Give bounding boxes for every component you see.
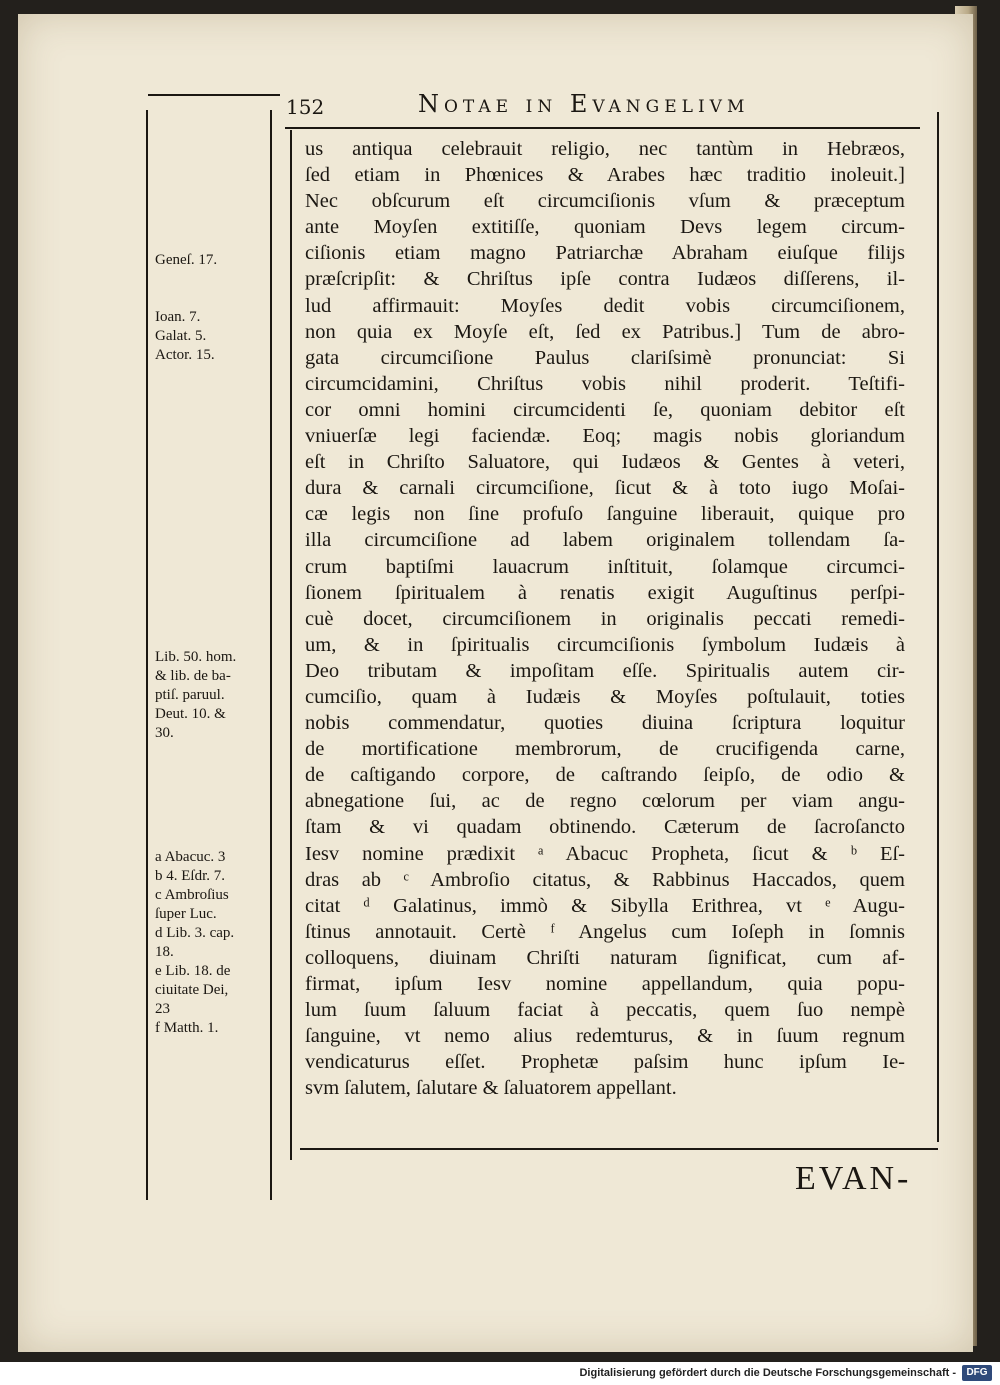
margin-note-line: Galat. 5. [155, 328, 207, 344]
text-line: Deo tributam & impoſitam eſſe. Spiritualis autem cir- [305, 659, 905, 682]
margin-note [155, 251, 280, 270]
text-line: lud affirmauit: Moyſes dedit vobis circumciſionem, [305, 294, 905, 317]
catchword: EVAN- [795, 1160, 912, 1197]
text-line: cor omni homini circumcidenti ſe, quoniam debitor eſt [305, 398, 905, 421]
text-line: firmat, ipſum Iesv nomine appellandum, quia popu- [305, 973, 905, 995]
bottom-rule [300, 1148, 938, 1150]
text-line: ſtam & vi quadam obtinendo. Cæterum de ſacroſancto [305, 816, 905, 839]
header-rule [285, 127, 920, 129]
text-line: Nec obſcurum eſt circumciſionis vſum & præceptum [305, 190, 905, 213]
text-line: cumciſio, quam à Iudæis & Moyſes poſtulauit, toties [305, 685, 905, 708]
margin-note-line: Lib. 50. hom. [155, 649, 237, 665]
text-line: crum baptiſmi lauacrum inſtituit, ſolamque circumci- [305, 555, 905, 578]
margin-note [155, 648, 280, 743]
footer-credit: Digitalisierung gefördert durch die Deutsche Forschungsgemeinschaft - [579, 1367, 956, 1379]
text-line: dura & carnali circumciſione, ſicut & à toto iugo Moſai- [305, 477, 905, 500]
margin-note-line: c Ambroſius [155, 887, 229, 903]
text-line: dras ab ᶜ Ambroſio citatus, & Rabbinus Haccados, quem [305, 868, 905, 891]
text-line: colloquens, diuinam Chriſti naturam ſignificat, cum af- [305, 946, 905, 969]
margin-note-line: Geneſ. 17. [155, 252, 218, 268]
dfg-logo: DFG [962, 1365, 992, 1381]
top-rule [148, 94, 280, 96]
text-line: cæ legis non ſine profuſo ſanguine liberauit, quique pro [305, 503, 905, 526]
text-line: ſanguine, vt nemo alius redemturus, & in ſuum regnum [305, 1025, 905, 1048]
text-line: ſtinus annotauit. Certè ᶠ Angelus cum Ioſeph in ſomnis [305, 920, 905, 943]
text-line: lum ſuum ſaluum faciat à peccatis, quem ſuo nempè [305, 999, 905, 1022]
margin-note-line: & lib. de ba- [155, 668, 231, 684]
text-line: um, & in ſpiritualis circumciſionis ſymbolum Iudæis à [305, 633, 905, 656]
margin-note-line: Deut. 10. & [155, 706, 226, 722]
text-line: de caſtigando corpore, de caſtrando ſeipſo, de odio & [305, 764, 905, 787]
text-line: non quia ex Moyſe eſt, ſed ex Patribus.] Tum de abro- [305, 320, 905, 343]
text-line: vendicaturus eſſet. Prophetæ paſsim hunc ipſum Ie- [305, 1051, 905, 1074]
text-line: vniuerſæ legi faciendæ. Eoq; magis nobis gloriandum [305, 425, 905, 448]
text-line: citat ᵈ Galatinus, immò & Sibylla Erithrea, vt ᵉ Augu- [305, 894, 905, 917]
text-line: svm ſalutem, ſalutare & ſaluatorem appellant. [305, 1077, 677, 1100]
margin-note-line: a Abacuc. 3 [155, 849, 226, 865]
margin-note-line: ptiſ. paruul. [155, 687, 225, 703]
running-title: Notae in Evangelivm [418, 90, 750, 118]
margin-note [155, 848, 280, 1038]
text-line: circumcidamini, Chriſtus vobis nihil proderit. Teſtifi- [305, 372, 905, 395]
margin-note-line: 18. [155, 944, 174, 960]
margin-note-line: Ioan. 7. [155, 309, 201, 325]
text-line: abnegatione ſui, ac de regno cœlorum per viam angu- [305, 790, 905, 813]
text-line: ciſionis etiam magno Patriarchæ Abraham eiuſque filijs [305, 242, 905, 265]
margin-note-line: f Matth. 1. [155, 1020, 219, 1036]
text-line: de mortificatione membrorum, de crucifigenda carne, [305, 738, 905, 761]
margin-note-line: b 4. Eſdr. 7. [155, 868, 225, 884]
text-line: eſt in Chriſto Saluatore, qui Iudæos & Gentes à veteri, [305, 451, 905, 474]
text-line: ſed etiam in Phœnices & Arabes hæc traditio inoleuit.] [305, 164, 905, 187]
margin-note-line: Actor. 15. [155, 347, 215, 363]
text-line: ante Moyſen extitiſſe, quoniam Devs legem circum- [305, 216, 905, 239]
text-line: ſionem ſpiritualem à renatis exigit Auguſtinus perſpi- [305, 581, 905, 604]
text-column-left-rule [290, 130, 292, 1160]
text-line: præſcripſit: & Chriſtus ipſe contra Iudæos diſſerens, il- [305, 268, 905, 291]
page-number: 152 [286, 95, 325, 119]
margin-note-line: d Lib. 3. cap. [155, 925, 235, 941]
margin-note-line: e Lib. 18. de [155, 963, 231, 979]
text-line: illa circumciſione ad labem originalem tollendam ſa- [305, 529, 905, 552]
margin-note-line: 30. [155, 725, 174, 741]
main-text-block [305, 136, 905, 1101]
margin-note-line: 23 [155, 1001, 170, 1017]
text-line: Iesv nomine prædixit ᵃ Abacuc Propheta, ſicut & ᵇ Eſ- [305, 842, 905, 865]
text-line: nobis commendatur, quoties diuina ſcriptura loquitur [305, 712, 905, 735]
text-line: gata circumciſione Paulus clariſsimè pronunciat: Si [305, 346, 905, 369]
text-line: cuè docet, circumciſionem in originalis peccati remedi- [305, 607, 905, 630]
text-line: us antiqua celebrauit religio, nec tantùm in Hebræos, [305, 138, 905, 160]
margin-note-line: ſuper Luc. [155, 906, 217, 922]
margin-note-line: ciuitate Dei, [155, 982, 229, 998]
margin-divider-left [146, 110, 148, 1200]
text-column-right-rule [937, 112, 939, 1142]
margin-note [155, 308, 280, 365]
